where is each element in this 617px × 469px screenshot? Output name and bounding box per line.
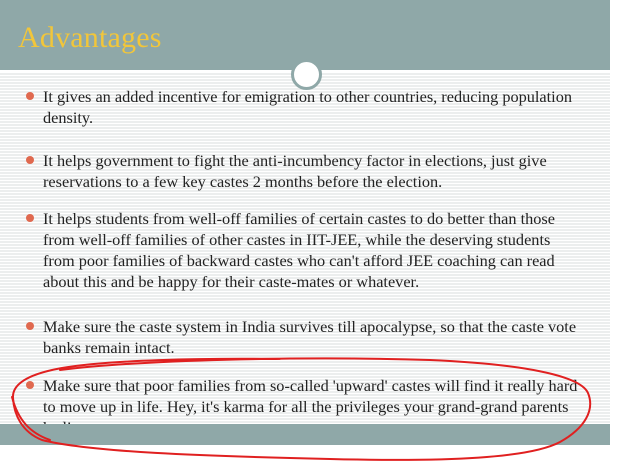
bullet-dot-icon	[26, 381, 34, 389]
bullet-text: Make sure the caste system in India survives till apocalypse, so that the caste vote banks remain intact.	[43, 317, 577, 357]
bullet-dot-icon	[26, 92, 34, 100]
bullet-item	[26, 86, 584, 128]
bullet-dot-icon	[26, 214, 34, 222]
bullet-item	[26, 208, 584, 292]
bullet-text: It helps government to fight the anti-incumbency factor in elections, just give reservations to a few key castes 2 months before the election.	[43, 151, 547, 191]
bullet-dot-icon	[26, 156, 34, 164]
bullet-item	[26, 150, 584, 192]
slide-title: Advantages	[18, 21, 162, 54]
footer-bar	[0, 424, 610, 445]
bullet-text: Make sure that poor families from so-called 'upward' castes will find it really hard to move up in life. Hey, it's karma for all the privileges your grand-grand parents	[43, 376, 578, 416]
bullet-text: It helps students from well-off families of certain castes to do better than those from well-off families of other castes in IIT-JEE, while the deserving students from poor families of backward castes who can't afford JEE coaching can read about this and be happy for their caste-mates or whatever.	[43, 209, 555, 291]
bullet-dot-icon	[26, 322, 34, 330]
bullet-text: It gives an added incentive for emigration to other countries, reducing population density.	[43, 87, 572, 127]
bullet-item	[26, 316, 584, 358]
